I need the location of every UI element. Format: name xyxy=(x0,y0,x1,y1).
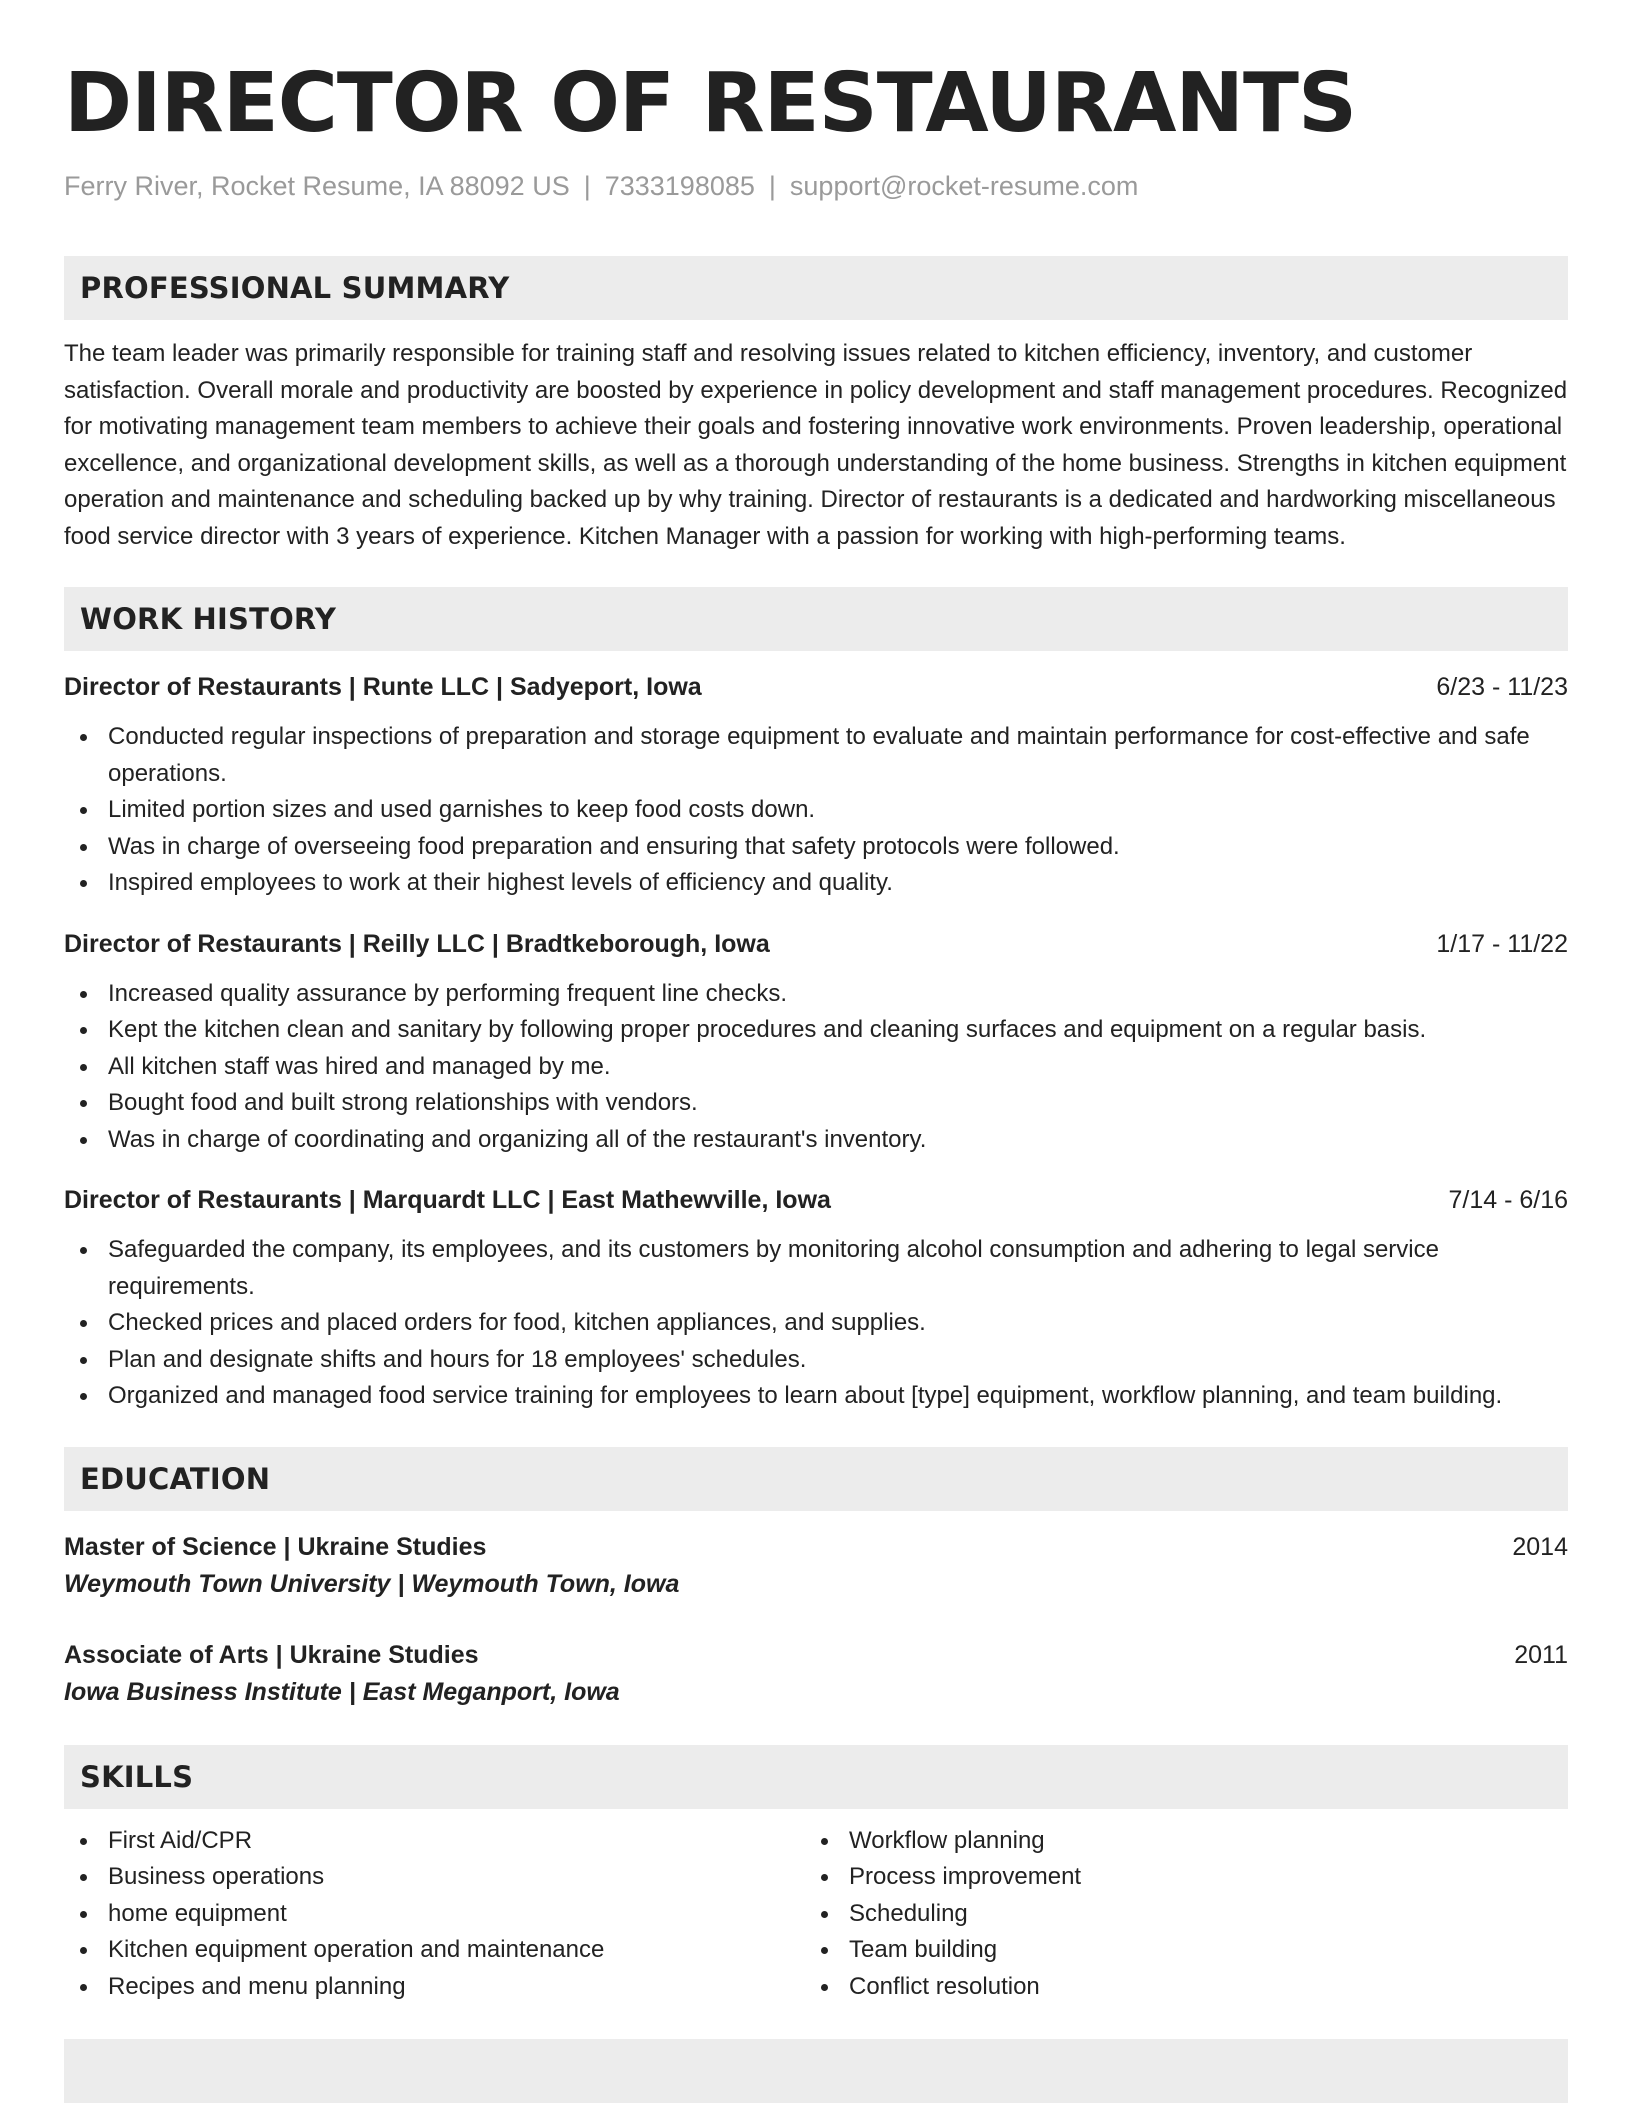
education-entry xyxy=(64,1529,1568,1603)
skill-item: Team building xyxy=(805,1932,1546,1969)
contact-address: Ferry River, Rocket Resume, IA 88092 US xyxy=(64,171,570,201)
job-bullets xyxy=(64,976,1568,1159)
job-bullet: Was in charge of overseeing food preparation and ensuring that safety protocols were followed. xyxy=(64,829,1568,866)
graduation-year: 2014 xyxy=(1512,1532,1568,1561)
job-bullet: Safeguarded the company, its employees, and its customers by monitoring alcohol consumption and adhering to legal service requirements. xyxy=(64,1232,1568,1305)
contact-separator: | xyxy=(768,171,776,201)
job-dates: 7/14 - 6/16 xyxy=(1448,1186,1568,1214)
skill-item: home equipment xyxy=(64,1896,805,1933)
skill-item: Scheduling xyxy=(805,1896,1546,1933)
skills-columns xyxy=(64,1823,1568,2006)
job-title: Director of Restaurants | Marquardt LLC | East Mathewville, Iowa xyxy=(64,1186,831,1214)
skill-item: Business operations xyxy=(64,1859,805,1896)
degree-title: Master of Science | Ukraine Studies xyxy=(64,1532,487,1561)
summary-text: The team leader was primarily responsible for training staff and resolving issues related to kitchen efficiency, inventory, and customer satisfaction. Overall morale and productivity are boosted by experience in policy development and staff management procedures. Recognized for motivating management team members to achieve their goals and fostering innovative work environments. Proven leadership, operational excellence, and organizational development skills, as well as a thorough understanding of the home business. Strengths in kitchen equipment operation and maintenance and scheduling backed up by why training. Director of restaurants is a dedicated and hardworking miscellaneous food service director with 3 years of experience. Kitchen Manager with a passion for working with high-performing teams. xyxy=(64,340,1568,550)
job-dates: 6/23 - 11/23 xyxy=(1436,673,1568,701)
education-header xyxy=(64,1637,1568,1673)
contact-email: support@rocket-resume.com xyxy=(789,171,1139,201)
education-header xyxy=(64,1529,1568,1565)
section-header-work-history: WORK HISTORY xyxy=(64,587,1568,651)
job-bullet: All kitchen staff was hired and managed by me. xyxy=(64,1049,1568,1086)
skill-item: Process improvement xyxy=(805,1859,1546,1896)
job-entry xyxy=(64,1182,1568,1415)
job-bullet: Bought food and built strong relationships with vendors. xyxy=(64,1085,1568,1122)
degree-title: Associate of Arts | Ukraine Studies xyxy=(64,1640,479,1669)
job-bullets xyxy=(64,719,1568,902)
section-header-next xyxy=(64,2039,1568,2103)
job-bullet: Conducted regular inspections of preparation and storage equipment to evaluate and maintain performance for cost-effective and safe operations. xyxy=(64,719,1568,792)
school-name: Weymouth Town University | Weymouth Town, Iowa xyxy=(64,1569,680,1598)
job-bullet: Was in charge of coordinating and organizing all of the restaurant's inventory. xyxy=(64,1122,1568,1159)
skill-item: First Aid/CPR xyxy=(64,1823,805,1860)
job-header xyxy=(64,926,1568,962)
education-entry xyxy=(64,1637,1568,1711)
job-bullet: Organized and managed food service training for employees to learn about [type] equipment, workflow planning, and team building. xyxy=(64,1378,1568,1415)
job-bullet: Plan and designate shifts and hours for 18 employees' schedules. xyxy=(64,1342,1568,1379)
skills-list-left xyxy=(64,1823,805,2006)
school-name: Iowa Business Institute | East Meganport, Iowa xyxy=(64,1677,620,1706)
job-title: Director of Restaurants | Reilly LLC | Bradtkeborough, Iowa xyxy=(64,929,770,958)
graduation-year: 2011 xyxy=(1514,1640,1568,1669)
candidate-name: DIRECTOR OF RESTAURANTS xyxy=(64,56,1357,151)
job-header xyxy=(64,1182,1568,1218)
job-bullet: Checked prices and placed orders for food, kitchen appliances, and supplies. xyxy=(64,1305,1568,1342)
section-header-skills: SKILLS xyxy=(64,1745,1568,1809)
job-header xyxy=(64,669,1568,705)
section-header-summary: PROFESSIONAL SUMMARY xyxy=(64,256,1568,320)
contact-line xyxy=(64,168,1568,204)
job-title: Director of Restaurants | Runte LLC | Sadyeport, Iowa xyxy=(64,673,702,701)
skill-item: Kitchen equipment operation and maintenance xyxy=(64,1932,805,1969)
job-bullet: Kept the kitchen clean and sanitary by following proper procedures and cleaning surfaces and equipment on a regular basis. xyxy=(64,1012,1568,1049)
job-dates: 1/17 - 11/22 xyxy=(1436,929,1568,958)
job-bullet: Inspired employees to work at their highest levels of efficiency and quality. xyxy=(64,865,1568,902)
job-bullets xyxy=(64,1232,1568,1415)
section-header-education: EDUCATION xyxy=(64,1447,1568,1511)
skill-item: Recipes and menu planning xyxy=(64,1969,805,2006)
contact-separator: | xyxy=(583,171,591,201)
job-entry xyxy=(64,926,1568,1159)
job-bullet: Increased quality assurance by performing frequent line checks. xyxy=(64,976,1568,1013)
job-entry xyxy=(64,669,1568,902)
skill-item: Conflict resolution xyxy=(805,1969,1546,2006)
job-bullet: Limited portion sizes and used garnishes to keep food costs down. xyxy=(64,792,1568,829)
skills-list-right xyxy=(805,1823,1546,2006)
contact-phone: 7333198085 xyxy=(604,171,755,201)
skill-item: Workflow planning xyxy=(805,1823,1546,1860)
